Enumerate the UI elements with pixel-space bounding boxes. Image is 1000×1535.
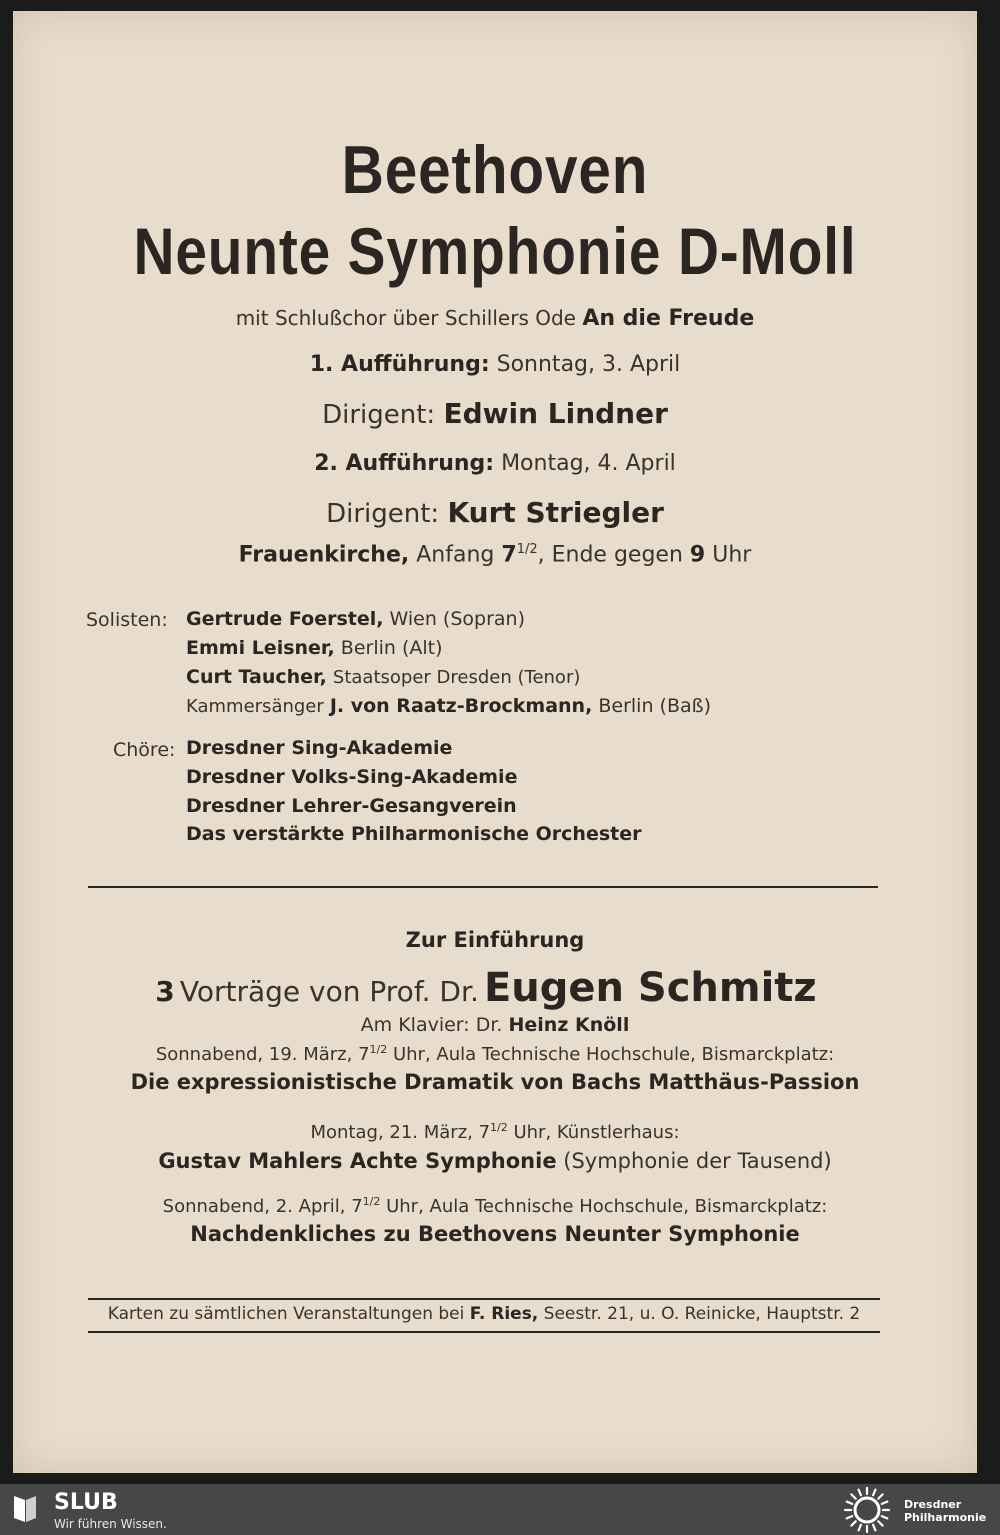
conductor-1-label: Dirigent: bbox=[322, 400, 436, 430]
soloist-row bbox=[186, 695, 711, 717]
partner-line-2: Philharmonie bbox=[904, 1511, 987, 1524]
soloist-detail: Berlin (Alt) bbox=[340, 637, 443, 659]
lecture-3-when bbox=[13, 1195, 977, 1217]
venue-start-hour: 7 bbox=[501, 542, 517, 568]
venue-start-label: Anfang bbox=[416, 542, 495, 568]
sun-logo-icon bbox=[842, 1485, 892, 1535]
ticket-rule-bottom bbox=[88, 1331, 880, 1333]
library-slogan: Wir führen Wissen. bbox=[54, 1517, 167, 1531]
performance-1-date: Sonntag, 3. April bbox=[496, 352, 681, 377]
ticket-rule-top bbox=[88, 1298, 880, 1300]
subtitle-prefix: mit Schlußchor über Schillers Ode bbox=[235, 306, 576, 330]
soloist-row bbox=[186, 666, 580, 688]
soloist-detail: Berlin (Baß) bbox=[598, 695, 712, 717]
lecture-when-text: Uhr, Aula Technische Hochschule, Bismarckplatz: bbox=[387, 1044, 835, 1065]
lecture-when-frac: 1/2 bbox=[369, 1043, 388, 1056]
conductor-2 bbox=[13, 496, 977, 529]
lecture-2-when bbox=[13, 1121, 977, 1143]
performance-1-label: 1. Aufführung: bbox=[309, 352, 490, 377]
ticket-info bbox=[88, 1304, 880, 1324]
lecture-2-topic-main: Gustav Mahlers Achte Symphonie bbox=[158, 1149, 557, 1173]
performance-2-date: Montag, 4. April bbox=[501, 451, 676, 476]
choirs-label: Chöre: bbox=[113, 739, 176, 761]
conductor-1 bbox=[13, 397, 977, 430]
venue-line bbox=[13, 542, 977, 567]
lectures-heading-mid: Vorträge von Prof. Dr. bbox=[179, 975, 479, 1008]
conductor-2-label: Dirigent: bbox=[326, 499, 440, 529]
lecture-1-when bbox=[13, 1043, 977, 1065]
lecture-2-topic-extra: (Symphonie der Tausend) bbox=[563, 1149, 832, 1173]
book-icon bbox=[12, 1492, 38, 1524]
subtitle bbox=[13, 306, 977, 331]
program-sheet bbox=[13, 11, 977, 1473]
footer-bar bbox=[0, 1484, 1000, 1535]
choir-item: Dresdner Volks-Sing-Akademie bbox=[186, 766, 518, 788]
pianist-name: Heinz Knöll bbox=[508, 1014, 630, 1036]
lecture-when-text: Sonnabend, 19. März, 7 bbox=[155, 1044, 370, 1065]
ticket-shop: F. Ries, bbox=[469, 1304, 539, 1324]
lecture-2-topic bbox=[13, 1149, 977, 1173]
choir-item: Dresdner Lehrer-Gesangverein bbox=[186, 795, 517, 817]
subtitle-ode: An die Freude bbox=[582, 306, 755, 331]
conductor-2-name: Kurt Striegler bbox=[447, 496, 664, 529]
soloist-prefix: Kammersänger bbox=[186, 696, 324, 717]
ticket-rest: Seestr. 21, u. O. Reinicke, Hauptstr. 2 bbox=[543, 1304, 861, 1324]
conductor-1-name: Edwin Lindner bbox=[443, 397, 668, 430]
lecture-when-text: Montag, 21. März, 7 bbox=[310, 1122, 491, 1143]
pianist-label: Am Klavier: Dr. bbox=[360, 1014, 503, 1036]
library-name[interactable]: SLUB bbox=[54, 1490, 118, 1515]
choir-item: Das verstärkte Philharmonische Orchester bbox=[186, 823, 642, 845]
divider bbox=[88, 886, 878, 888]
venue-start-frac: 1/2 bbox=[516, 542, 538, 557]
ticket-prefix: Karten zu sämtlichen Veranstaltungen bei bbox=[107, 1304, 465, 1324]
soloist-detail: Staatsoper Dresden (Tenor) bbox=[332, 667, 581, 688]
venue-end-label: , Ende gegen bbox=[537, 542, 683, 568]
lectures-heading bbox=[86, 965, 886, 1011]
lectures-speaker: Eugen Schmitz bbox=[483, 965, 817, 1011]
composer-title: Beethoven bbox=[341, 132, 649, 208]
performance-2-label: 2. Aufführung: bbox=[314, 451, 495, 476]
lectures-count: 3 bbox=[155, 975, 175, 1008]
lecture-3-topic: Nachdenkliches zu Beethovens Neunter Symphonie bbox=[190, 1222, 800, 1246]
soloists-label: Solisten: bbox=[86, 609, 168, 631]
soloist-detail: Wien (Sopran) bbox=[389, 608, 526, 630]
lecture-when-text: Uhr, Aula Technische Hochschule, Bismarckplatz: bbox=[380, 1196, 828, 1217]
lecture-1-topic: Die expressionistische Dramatik von Bachs Matthäus-Passion bbox=[130, 1070, 860, 1094]
venue-place: Frauenkirche, bbox=[238, 542, 410, 568]
lecture-when-frac: 1/2 bbox=[362, 1195, 381, 1208]
partner-line-1: Dresdner bbox=[904, 1498, 962, 1511]
choir-item: Dresdner Sing-Akademie bbox=[186, 737, 453, 759]
lecture-when-text: Uhr, Künstlerhaus: bbox=[507, 1122, 680, 1143]
lectures-intro: Zur Einführung bbox=[405, 928, 585, 952]
soloist-row bbox=[186, 637, 443, 659]
soloist-name: J. von Raatz-Brockmann, bbox=[329, 695, 593, 717]
pianist-line bbox=[13, 1014, 977, 1036]
venue-end-hour: 9 bbox=[689, 542, 706, 568]
soloist-row bbox=[186, 608, 525, 630]
work-title: Neunte Symphonie D-Moll bbox=[133, 214, 857, 288]
performance-2 bbox=[13, 451, 977, 476]
soloist-name: Curt Taucher, bbox=[186, 666, 327, 688]
soloist-name: Gertrude Foerstel, bbox=[186, 608, 384, 630]
soloist-name: Emmi Leisner, bbox=[186, 637, 335, 659]
partner-name[interactable] bbox=[904, 1498, 986, 1524]
lecture-when-text: Sonnabend, 2. April, 7 bbox=[162, 1196, 363, 1217]
lecture-when-frac: 1/2 bbox=[490, 1121, 508, 1134]
performance-1 bbox=[13, 352, 977, 377]
venue-end-suffix: Uhr bbox=[712, 542, 752, 568]
